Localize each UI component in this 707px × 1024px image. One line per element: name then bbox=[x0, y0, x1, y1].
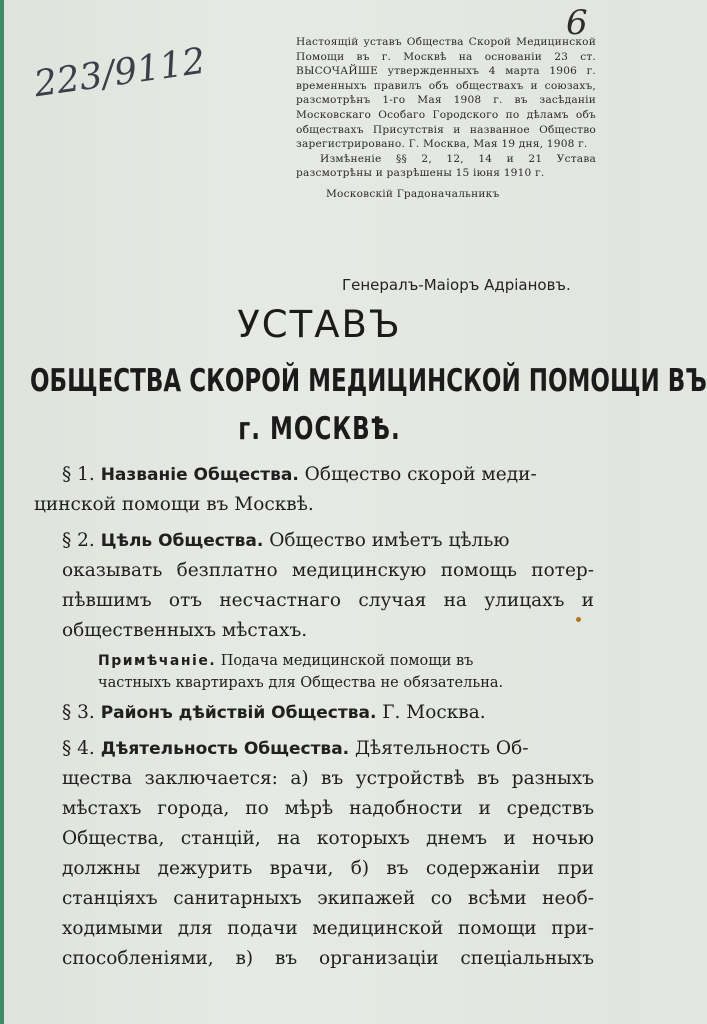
note-text-line: частныхъ квартирахъ для Общества не обязательна. bbox=[98, 675, 504, 691]
document-city: г. МОСКВѢ. bbox=[238, 412, 401, 448]
section-text-line: станціяхъ санитарныхъ экипажей со всѣми необ- bbox=[62, 888, 594, 909]
section-heading: Цѣль Общества. bbox=[100, 531, 264, 551]
statute-body bbox=[34, 460, 594, 974]
document-subtitle: ОБЩЕСТВА СКОРОЙ МЕДИЦИНСКОЙ ПОМОЩИ ВЪ bbox=[30, 364, 707, 400]
section-text-line: оказывать безплатно медицинскую помощь потер- bbox=[62, 560, 594, 581]
governor-name: Генералъ-Маіоръ Адріановъ. bbox=[342, 276, 571, 294]
section-text-line: Общество имѣетъ цѣлью bbox=[269, 530, 510, 551]
section-2-note bbox=[34, 650, 594, 694]
section-heading: Названіе Общества. bbox=[100, 465, 299, 485]
section-text-line: ходимыми для подачи медицинской помощи при- bbox=[62, 918, 594, 939]
section-text-line: общественныхъ мѣстахъ. bbox=[62, 620, 308, 641]
section-4 bbox=[34, 734, 594, 974]
section-text-line: щества заключается: а) въ устройствѣ въ разныхъ bbox=[62, 768, 594, 789]
section-number: § 3. bbox=[62, 702, 95, 723]
approval-header bbox=[296, 35, 596, 202]
section-2 bbox=[34, 526, 594, 646]
page-corner-number-text: 6 bbox=[566, 3, 588, 43]
section-heading: Районъ дѣйствій Общества. bbox=[100, 703, 377, 723]
section-text-line: мѣстахъ города, по мѣрѣ надобности и средствъ bbox=[62, 798, 594, 819]
section-text-line: способленіями, в) въ организаціи спеціальныхъ bbox=[62, 948, 594, 969]
section-text-line: должны дежурить врачи, б) въ содержаніи при bbox=[62, 858, 594, 879]
section-number: § 4. bbox=[62, 738, 95, 759]
document-title: УСТАВЪ bbox=[237, 303, 402, 346]
amendment-text: Измѣненіе §§ 2, 12, 14 и 21 Устава разсмотрѣны и разрѣшены 15 іюня 1910 г. bbox=[296, 152, 596, 180]
handwritten-archive-note bbox=[28, 18, 208, 108]
section-3 bbox=[34, 698, 594, 728]
note-label: Примѣчаніе. bbox=[98, 653, 217, 669]
section-text-line: пѣвшимъ отъ несчастнаго случая на улицахъ и bbox=[62, 590, 594, 611]
section-text-line: Общества, станцій, на которыхъ днемъ и ночью bbox=[62, 828, 594, 849]
section-text-line: Г. Москва. bbox=[382, 702, 486, 723]
section-text-line: Дѣятельность Об- bbox=[355, 738, 529, 759]
section-text-line: Общество скорой меди- bbox=[304, 464, 537, 485]
section-number: § 1. bbox=[62, 464, 95, 485]
section-heading: Дѣятельность Общества. bbox=[100, 739, 350, 759]
handwritten-note-text: 223/9112 bbox=[31, 40, 208, 106]
governor-title: Московскій Градоначальникъ bbox=[326, 187, 500, 200]
section-1 bbox=[34, 460, 594, 520]
section-text-line: цинской помощи въ Москвѣ. bbox=[34, 494, 314, 515]
note-text-line: Подача медицинской помощи въ bbox=[220, 653, 474, 669]
ink-spot bbox=[576, 617, 581, 622]
section-number: § 2. bbox=[62, 530, 95, 551]
approval-text: Настоящій уставъ Общества Скорой Медицинской Помощи въ г. Москвѣ на основаніи 23 ст. ВЫСОЧАЙШЕ утвержденныхъ 4 марта 1906 г. временныхъ правилъ объ обществахъ и союзахъ, разсмотрѣнъ 1-го Мая 1908 г. въ засѣданіи Московскаго Особаго Городского по дѣламъ объ обществахъ Присутствія и названное Общество зарегистрировано. Г. Москва, Мая 19 дня, 1908 г. bbox=[296, 36, 596, 151]
